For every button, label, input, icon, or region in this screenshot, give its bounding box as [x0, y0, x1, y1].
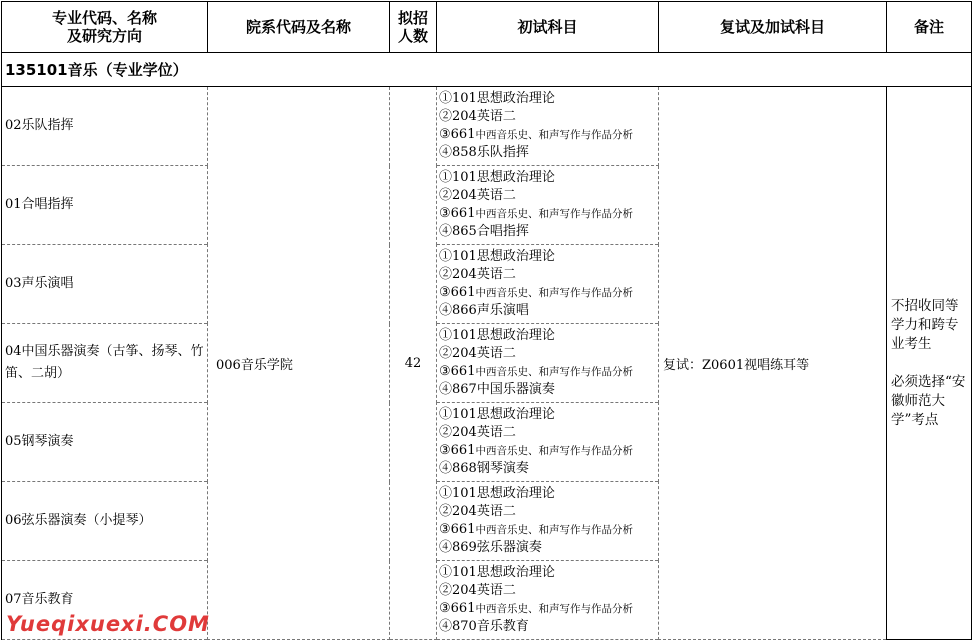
exam-subject-music-theory — [439, 600, 658, 618]
exam-subject-code: ③661 — [439, 601, 476, 616]
research-direction: 05钢琴演奏 — [2, 403, 208, 482]
exam-subjects-cell — [437, 324, 659, 403]
exam-subject-specialty: ④870音乐教育 — [439, 619, 529, 634]
exam-subjects-cell — [437, 561, 659, 640]
exam-subject-music-theory — [439, 521, 658, 539]
exam-subject-politics: ①101思想政治理论 — [439, 565, 555, 580]
exam-subject-english: ②204英语二 — [439, 109, 516, 124]
exam-subject-name: 中西音乐史、和声写作与作品分析 — [475, 287, 633, 299]
note-no-equivalent: 不招收同等学力和跨专业考生 — [891, 297, 959, 352]
header-retest-subjects: 复试及加试科目 — [659, 2, 887, 53]
research-direction: 01合唱指挥 — [2, 166, 208, 245]
exam-subjects-cell — [437, 403, 659, 482]
exam-subject-politics: ①101思想政治理论 — [439, 486, 555, 501]
retest-cell: 复试：Z0601视唱练耳等 — [659, 87, 887, 640]
department-cell: 006音乐学院 — [208, 87, 390, 640]
admissions-table — [1, 1, 972, 640]
table-header-row — [2, 2, 972, 53]
exam-subject-specialty: ④858乐队指挥 — [439, 145, 529, 160]
watermark-logo: Yueqixuexi.COM — [6, 612, 210, 636]
exam-subjects-cell — [437, 245, 659, 324]
exam-subject-specialty: ④869弦乐器演奏 — [439, 540, 542, 555]
exam-subject-code: ③661 — [439, 443, 476, 458]
exam-subject-name: 中西音乐史、和声写作与作品分析 — [475, 524, 633, 536]
exam-subject-music-theory — [439, 205, 658, 223]
exam-subject-specialty: ④867中国乐器演奏 — [439, 382, 555, 397]
exam-subject-music-theory — [439, 126, 658, 144]
exam-subject-english: ②204英语二 — [439, 504, 516, 519]
exam-subject-code: ③661 — [439, 206, 476, 221]
section-title: 135101音乐（专业学位） — [2, 53, 972, 87]
exam-subject-code: ③661 — [439, 285, 476, 300]
research-direction: 04中国乐器演奏（古筝、扬琴、竹笛、二胡） — [2, 324, 208, 403]
research-direction: 06弦乐器演奏（小提琴） — [2, 482, 208, 561]
exam-subject-politics: ①101思想政治理论 — [439, 91, 555, 106]
exam-subject-name: 中西音乐史、和声写作与作品分析 — [475, 366, 633, 378]
exam-subject-code: ③661 — [439, 522, 476, 537]
exam-subject-politics: ①101思想政治理论 — [439, 249, 555, 264]
exam-subject-code: ③661 — [439, 127, 476, 142]
research-direction: 07音乐教育 — [2, 561, 208, 640]
exam-subject-english: ②204英语二 — [439, 425, 516, 440]
exam-subject-name: 中西音乐史、和声写作与作品分析 — [475, 208, 633, 220]
exam-subject-music-theory — [439, 284, 658, 302]
exam-subject-english: ②204英语二 — [439, 188, 516, 203]
quota-cell: 42 — [390, 87, 437, 640]
research-direction: 03声乐演唱 — [2, 245, 208, 324]
header-major: 专业代码、名称 及研究方向 — [2, 2, 208, 53]
exam-subject-specialty: ④866声乐演唱 — [439, 303, 529, 318]
exam-subject-specialty: ④865合唱指挥 — [439, 224, 529, 239]
exam-subject-english: ②204英语二 — [439, 267, 516, 282]
notes-cell — [887, 87, 972, 640]
exam-subject-politics: ①101思想政治理论 — [439, 407, 555, 422]
exam-subject-name: 中西音乐史、和声写作与作品分析 — [475, 445, 633, 457]
exam-subject-english: ②204英语二 — [439, 346, 516, 361]
exam-subject-english: ②204英语二 — [439, 583, 516, 598]
exam-subject-code: ③661 — [439, 364, 476, 379]
exam-subject-politics: ①101思想政治理论 — [439, 170, 555, 185]
exam-subjects-cell — [437, 87, 659, 166]
header-quota: 拟招 人数 — [390, 2, 437, 53]
exam-subject-music-theory — [439, 363, 658, 381]
exam-subject-specialty: ④868钢琴演奏 — [439, 461, 529, 476]
header-notes: 备注 — [887, 2, 972, 53]
exam-subjects-cell — [437, 166, 659, 245]
research-direction: 02乐队指挥 — [2, 87, 208, 166]
exam-subject-name: 中西音乐史、和声写作与作品分析 — [475, 129, 633, 141]
exam-subject-name: 中西音乐史、和声写作与作品分析 — [475, 603, 633, 615]
note-exam-site: 必须选择“安徽师范大学”考点 — [891, 373, 966, 428]
header-exam-subjects: 初试科目 — [437, 2, 659, 53]
exam-subject-music-theory — [439, 442, 658, 460]
table-row — [2, 87, 972, 166]
section-row — [2, 53, 972, 87]
exam-subject-politics: ①101思想政治理论 — [439, 328, 555, 343]
header-department: 院系代码及名称 — [208, 2, 390, 53]
exam-subjects-cell — [437, 482, 659, 561]
